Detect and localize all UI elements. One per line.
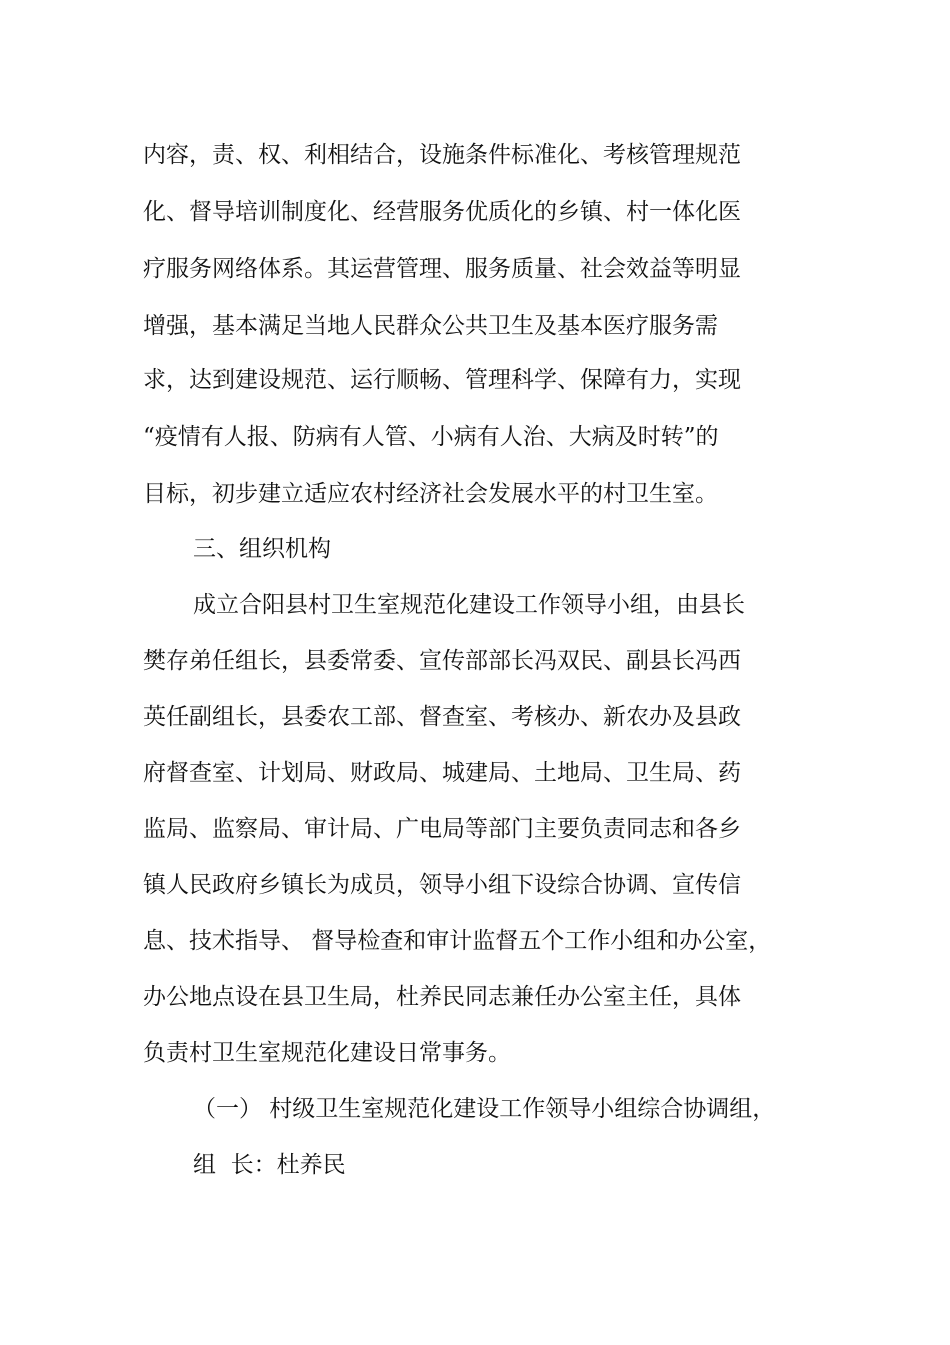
body-text-line: 办公地点设在县卫生局，杜养民同志兼任办公室主任，具体 xyxy=(143,984,741,1010)
body-text-line: 疗服务网络体系。其运营管理、服务质量、社会效益等明显 xyxy=(143,256,741,282)
body-text-line: “疫情有人报、防病有人管、小病有人治、大病及时转”的 xyxy=(143,424,719,450)
body-text-line: 镇人民政府乡镇长为成员，领导小组下设综合协调、宣传信 xyxy=(143,872,741,898)
body-text-line: 息、技术指导、 督导检查和审计监督五个工作小组和办公室， xyxy=(143,928,772,954)
body-text-line: 英任副组长，县委农工部、督查室、考核办、新农办及县政 xyxy=(143,704,741,730)
body-text-line: 目标，初步建立适应农村经济社会发展水平的村卫生室。 xyxy=(143,481,718,507)
subsection-heading: （一） 村级卫生室规范化建设工作领导小组综合协调组， xyxy=(193,1096,776,1122)
body-text-line: 府督查室、计划局、财政局、城建局、土地局、卫生局、药 xyxy=(143,760,741,786)
body-text-line: 求，达到建设规范、运行顺畅、管理科学、保障有力，实现 xyxy=(143,367,741,393)
body-text-line: 樊存弟任组长，县委常委、宣传部部长冯双民、副县长冯西 xyxy=(143,648,741,674)
body-text-line: 负责村卫生室规范化建设日常事务。 xyxy=(143,1040,511,1066)
body-text-line: 增强，基本满足当地人民群众公共卫生及基本医疗服务需 xyxy=(143,313,718,339)
body-text-line: 内容，责、权、利相结合，设施条件标准化、考核管理规范 xyxy=(143,142,741,168)
paragraph-first-line: 成立合阳县村卫生室规范化建设工作领导小组，由县长 xyxy=(193,592,745,618)
body-text-line: 监局、监察局、审计局、广电局等部门主要负责同志和各乡 xyxy=(143,816,741,842)
body-text-line: 化、督导培训制度化、经营服务优质化的乡镇、村一体化医 xyxy=(143,199,741,225)
group-leader-line: 组 长：杜养民 xyxy=(193,1152,346,1178)
section-heading: 三、组织机构 xyxy=(193,536,331,562)
